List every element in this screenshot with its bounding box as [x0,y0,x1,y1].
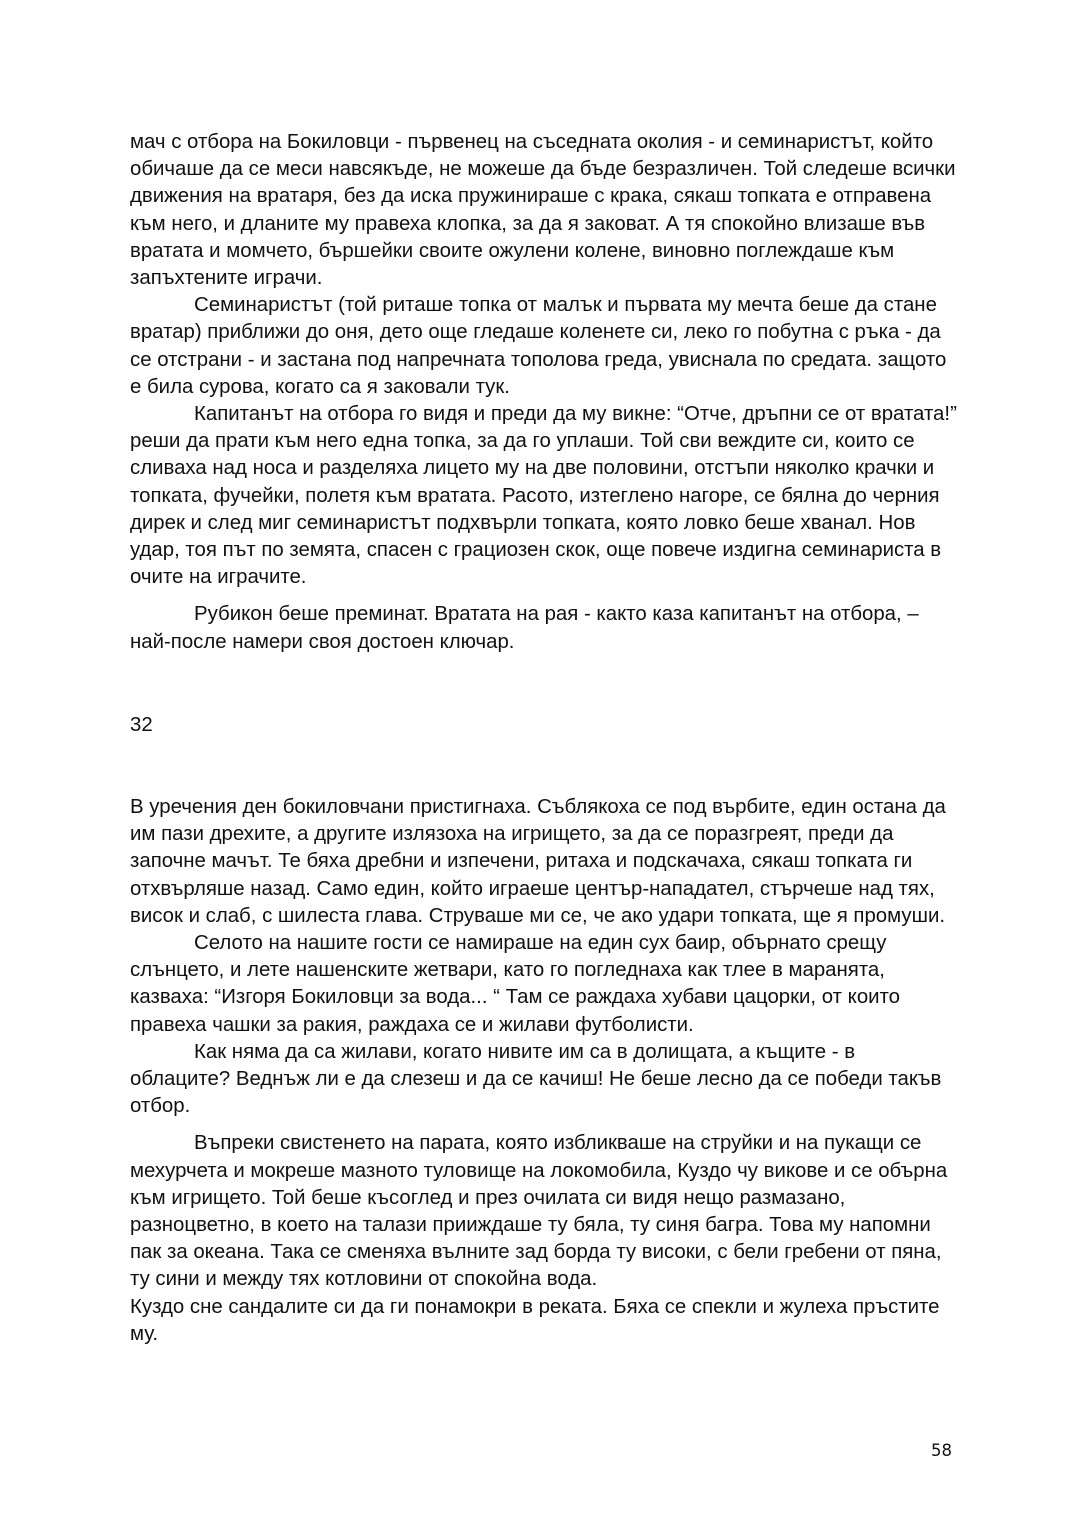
paragraph: Как няма да са жилави, когато нивите им са в долищата, а къщите - в облаците? Веднъж ли е да слезеш и да се качиш! Не беше лесно да се победи такъв отбор. [130,1040,942,1118]
chapter-number: 32 [130,714,153,736]
paragraph: Семинаристът (той риташе топка от малък и първата му мечта беше да стане вратар) приближи до оня, дето още гледаше коленете си, леко го побутна с ръка - да се отстрани - и застана под напречната тополова греда, увиснала по средата. защото е била сурова, когато са я заковали тук. [130,294,947,398]
paragraph: Въпреки свистенето на парата, която избликваше на струйки и на пукащи се мехурчета и мокреше мазното туловище на локомобила, Куздо чу викове и се обърна към игрището. Той беше късоглед и през очилата си видя нещо размазано, разноцветно, в което на талази прииждаше ту бяла, ту синя багра. Това му напомни пак за океана. Така се сменяха вълните зад борда ту високи, с бели гребени от пяна, ту сини и между тях котловини от спокойна вода. [130,1132,948,1291]
paragraph: В уречения ден бокиловчани пристигнаха. Съблякоха се под върбите, един остана да им пази дрехите, а другите излязоха на игрището, за да се поразгреят, преди да започне мачът. Те бяха дребни и изпечени, ритаха и подскачаха, сякаш топката ги отхвърляше назад. Само един, който играеше център-нападател, стърчеше над тях, висок и слаб, с шилеста глава. Струваше ми се, че ако удари топката, ще я промуши. [130,796,946,927]
paragraph: Куздо сне сандалите си да ги понамокри в реката. Бяха се спекли и жулеха пръстите му. [130,1295,940,1345]
text-section-two [130,794,960,1348]
page-number: 58 [931,1441,952,1460]
paragraph: мач с отбора на Бокиловци - първенец на съседната околия - и семинаристът, който обичаше да се меси навсякъде, не можеше да бъде безразличен. Той следеше всички движения на вратаря, без да иска пружинираше с крака, сякаш топката е отправена към него, и дланите му правеха клопка, за да я заковат. А тя спокойно влизаше във вратата и момчето, бършейки своите ожулени колене, виновно поглеждаше към запъхтените играчи. [130,131,956,290]
paragraph: Селото на нашите гости се намираше на един сух баир, обърнато срещу слънцето, и лете нашенските жетвари, като го погледнаха как тлее в маранята, казваха: “Изгоря Бокиловци за вода... “ Там се раждаха хубави цацорки, от които правеха чашки за ракия, раждаха се и жилави футболисти. [130,932,900,1036]
paragraph: Капитанът на отбора го видя и преди да му викне: “Отче, дръпни се от вратата!” реши да прати към него една топка, за да го уплаши. Той сви веждите си, които се сливаха над носа и разделяха лицето му на две половини, отстъпи няколко крачки и топката, фучейки, полетя към вратата. Расото, изтеглено нагоре, се бялна до черния дирек и след миг семинаристът подхвърли топката, която ловко беше хванал. Нов удар, тоя път по земята, спасен с грациозен скок, още повече издигна семинариста в очите на играчите. [130,403,957,589]
text-section-one [130,129,960,656]
paragraph: Рубикон беше преминат. Вратата на рая - както каза капитанът на отбора, – най-после намери своя достоен ключар. [130,603,919,653]
